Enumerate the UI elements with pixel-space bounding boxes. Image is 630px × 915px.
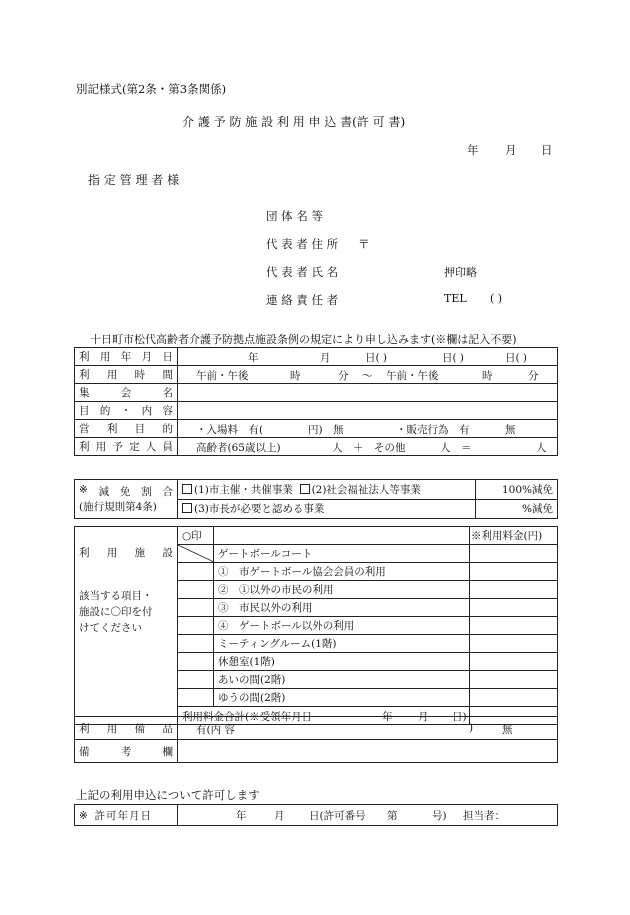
application-table [74,347,558,456]
label-char: 利 [79,351,90,363]
reduction-label: ※ 減 免 割 合 (施行規則第4条) [75,480,178,519]
equipment-label [75,717,178,740]
label-char: 集 [79,387,90,399]
label-char: 設 [162,547,173,559]
label-char: 施 [134,547,146,559]
label-char: 欄 [162,745,173,758]
label-char: 考 [120,745,132,758]
label-char: 名 [162,387,173,399]
label-char: 日 [162,351,173,363]
tel-label: TEL [444,292,467,305]
use-date-field[interactable]: 年 月 日( ) 日( ) 日( ) [178,348,558,366]
circle-cell[interactable] [178,653,214,671]
purpose-field[interactable] [178,402,558,420]
facility-item: ミーティングルーム(1階) [214,635,470,653]
label-char: 間 [162,369,173,381]
label-char: 利 [106,423,118,435]
label-char: 免 [119,486,131,498]
circle-cell[interactable] [178,689,214,707]
label-char: 目 [79,405,90,417]
circle-cell[interactable] [178,581,214,599]
meeting-name-field[interactable] [178,384,558,402]
circle-cell[interactable] [178,563,214,581]
label-char: 備 [134,722,146,735]
row-profit [75,420,558,438]
permit-field[interactable]: 年 月 日(許可番号 第 号) 担当者： [178,805,558,826]
remarks-label [75,740,178,763]
intro-text: 十日町市松代高齢者介護予防拠点施設条例の規定により申し込みます(※欄は記入不要) [90,333,517,346]
people-field[interactable]: 高齢者(65歳以上) 人 ＋ その他 人 ＝ 人 [178,438,558,456]
header-date-month: 月 [505,143,517,157]
facility-item: ② ①以外の市民の利用 [214,581,470,599]
meeting-name-label [75,384,178,402]
circle-cell[interactable] [178,617,214,635]
row-meeting-name [75,384,558,402]
fee-cell[interactable] [470,581,558,599]
diagonal-line [178,545,214,562]
label-char: 月 [141,351,153,363]
row-use-time [75,366,558,384]
label-char: 利 [79,547,90,559]
facility-label-cell: 利 用 施 設 該当する項目・ 施設に〇印を付 けてください [75,527,178,725]
circle-cell[interactable] [178,635,214,653]
label-char: 合 [162,486,173,498]
row-people [75,438,558,456]
facility-item: ゆうの間(2階) [214,689,470,707]
facility-item: あいの間(2階) [214,671,470,689]
label-char: 用 [106,369,118,381]
org-name-label: 団 体 名 等 [266,209,323,223]
profit-label [75,420,178,438]
header-date-day: 日 [541,143,553,157]
label-char: 的 [162,423,173,435]
label-char: 人 [145,441,157,453]
fee-cell[interactable] [470,689,558,707]
remarks-field[interactable] [178,740,558,763]
postal-mark: 〒 [358,237,370,251]
label-char: 員 [162,441,173,453]
reduction-rate-custom[interactable]: %減免 [476,499,558,519]
label-char: 定 [129,441,140,453]
label-char: 利 [79,441,90,453]
checkbox-welfare-corp[interactable] [300,484,310,494]
rep-name-label: 代 表 者 氏 名 [266,265,339,279]
label-char: 時 [134,369,146,381]
reduction-options-2: (3)市長が必要と認める事業 [178,499,476,519]
label-char: 備 [79,745,90,758]
label-char: 予 [112,441,123,453]
label-char: 利 [79,369,90,381]
tel-paren: ( ) [490,292,503,305]
fee-cell[interactable] [470,563,558,581]
label-char: 内 [141,405,153,417]
label-char: 容 [162,405,173,417]
label-char: 減 [98,486,110,498]
fee-cell[interactable] [470,599,558,617]
reduction-rate-full: 100%減免 [476,480,558,500]
facility-item: 休憩室(1階) [214,653,470,671]
label-char: 用 [99,351,111,363]
checkbox-city-event[interactable] [182,484,192,494]
label-char: 用 [106,722,118,735]
circle-cell-0[interactable] [178,545,214,563]
permit-table [74,804,558,826]
fee-cell[interactable] [470,653,558,671]
permit-date-label: ※ 許可年月日 [75,805,178,826]
label-char: 会 [120,387,132,399]
circle-header: ○印 [178,527,214,545]
profit-field[interactable]: ・入場料 有( 円) 無 ・販売行為 有 無 [178,420,558,438]
fee-cell[interactable] [470,545,558,563]
contact-person-label: 連 絡 責 任 者 [266,293,339,307]
label-char: 年 [120,351,132,363]
reduction-table [74,479,558,519]
facility-item: ゲートボールコート [214,545,470,563]
circle-cell[interactable] [178,671,214,689]
label-char: 用 [106,547,118,559]
facility-item: ① 市ゲートボール協会会員の利用 [214,563,470,581]
use-date-label [75,348,178,366]
fee-header: ※利用料金(円) [470,527,558,545]
fee-total-label: 利用料金合計(※受領年月日 年 月 日) [178,707,470,725]
reduction-options-1: (1)市主催・共催事業 (2)社会福祉法人等事業 [178,480,476,500]
facility-item: ④ ゲートボール以外の利用 [214,617,470,635]
seal-omitted-note: 押印略 [444,266,477,279]
label-char: 用 [95,441,107,453]
facilities-table [74,526,558,725]
equipment-field[interactable]: 有(内 容 ) 無 [178,717,558,740]
label-char: 営 [79,423,90,435]
circle-cell[interactable] [178,599,214,617]
header-date-year: 年 [467,143,479,157]
form-reference: 別記様式(第2条・第3条関係) [76,82,227,96]
purpose-label [75,402,178,420]
use-time-label [75,366,178,384]
use-time-field[interactable]: 午前・午後 時 分 〜 午前・午後 時 分 [178,366,558,384]
fee-cell[interactable] [470,635,558,653]
label-char: 的 [99,405,111,417]
equipment-table [74,716,558,763]
label-char: ※ [79,484,88,496]
addressee: 指 定 管 理 者 様 [88,173,180,187]
label-char: ・ [120,405,132,417]
label-char: 割 [141,486,152,498]
document-title: 介 護 予 防 施 設 利 用 申 込 書(許 可 書) [182,115,406,129]
label-char: 利 [79,722,90,735]
fee-cell[interactable] [470,617,558,635]
fee-cell[interactable] [470,671,558,689]
row-use-date [75,348,558,366]
people-label [75,438,178,456]
rep-address-label: 代 表 者 住 所 [266,237,339,251]
label-char: 目 [134,423,146,435]
row-purpose [75,402,558,420]
facility-item: ③ 市民以外の利用 [214,599,470,617]
permit-statement: 上記の利用申込について許可します [76,788,260,802]
checkbox-mayor-approved[interactable] [182,503,192,513]
label-char: 品 [162,722,173,735]
